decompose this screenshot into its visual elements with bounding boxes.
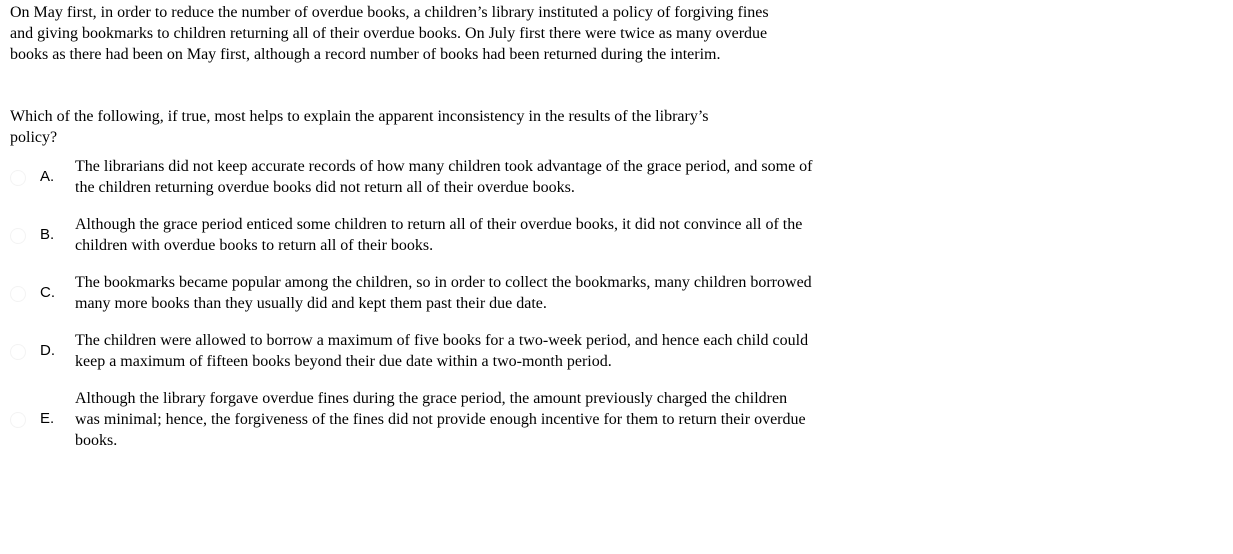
answer-choice-c[interactable] bbox=[0, 272, 830, 316]
choice-letter-c: C. bbox=[40, 284, 55, 301]
choice-letter-a: A. bbox=[40, 168, 55, 185]
answer-choice-b[interactable] bbox=[0, 214, 830, 258]
answer-choice-a[interactable] bbox=[0, 156, 830, 200]
choice-text-b: Although the grace period enticed some children to return all of their overdue books, it did not convince all of the children with overdue books to return all of their books. bbox=[75, 216, 803, 254]
choice-letter-b: B. bbox=[40, 226, 55, 243]
choice-text-d: The children were allowed to borrow a maximum of five books for a two-week period, and hence each child could keep a maximum of fifteen books beyond their due date within a two-month period. bbox=[75, 332, 809, 370]
radio-button-c[interactable] bbox=[10, 286, 26, 302]
choice-text-c: The bookmarks became popular among the children, so in order to collect the bookmarks, many children borrowed many more books than they usually did and kept them past their due date. bbox=[75, 274, 812, 312]
choice-letter-e: E. bbox=[40, 410, 55, 427]
radio-button-a[interactable] bbox=[10, 170, 26, 186]
answer-choice-d[interactable] bbox=[0, 330, 830, 374]
radio-button-b[interactable] bbox=[10, 228, 26, 244]
radio-button-d[interactable] bbox=[10, 344, 26, 360]
choice-text-a: The librarians did not keep accurate records of how many children took advantage of the grace period, and some of the children returning overdue books did not return all of their overdue books. bbox=[75, 158, 813, 196]
radio-button-e[interactable] bbox=[10, 412, 26, 428]
passage-text: On May first, in order to reduce the number of overdue books, a children’s library instituted a policy of forgiving fines and giving bookmarks to children returning all of their overdue books. On July first there were twice as many overdue books as there had been on May first, although a record number of books had been returned during the interim. bbox=[10, 4, 769, 63]
question-stem: Which of the following, if true, most helps to explain the apparent inconsistency in the results of the library’s policy? bbox=[10, 108, 709, 146]
choice-letter-d: D. bbox=[40, 342, 55, 359]
answer-choice-e[interactable] bbox=[0, 388, 830, 454]
choice-text-e: Although the library forgave overdue fines during the grace period, the amount previously charged the children was minimal; hence, the forgiveness of the fines did not provide enough incentive for them to return their overdue books. bbox=[75, 390, 806, 449]
